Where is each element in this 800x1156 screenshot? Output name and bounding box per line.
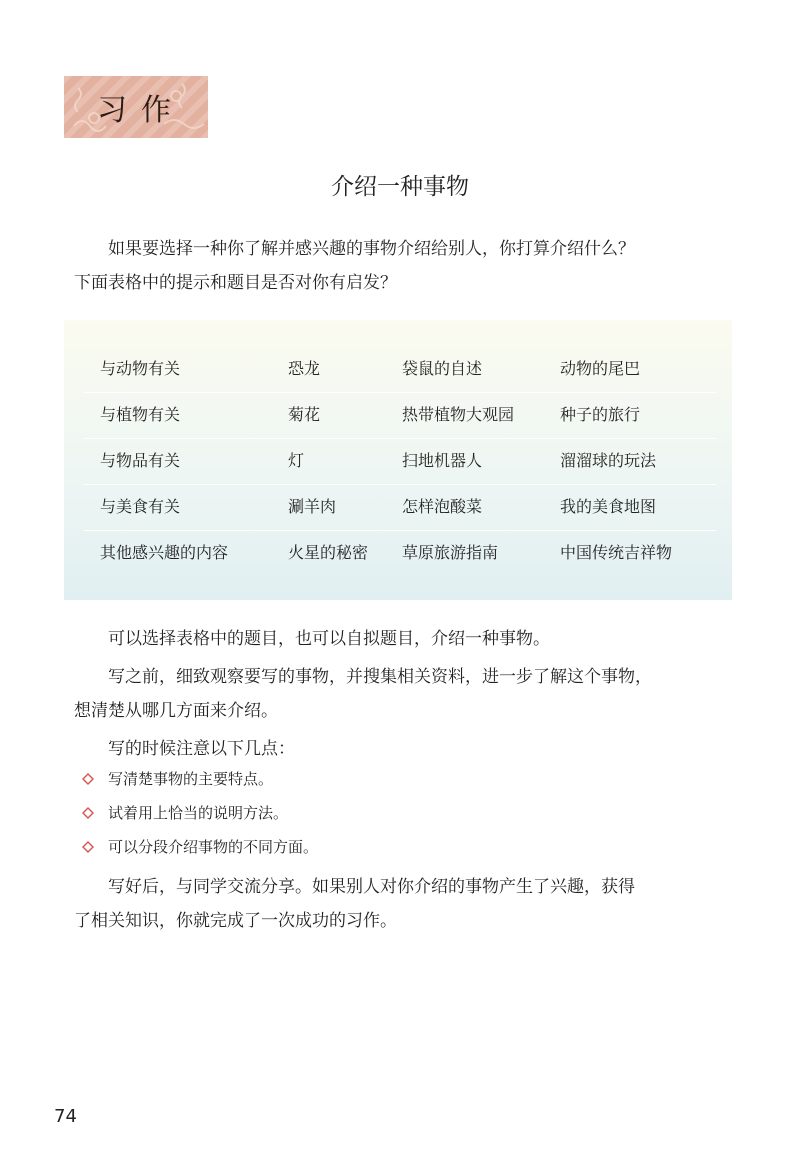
- diamond-bullet-icon: [82, 773, 94, 785]
- table-category: 与美食有关: [100, 497, 181, 516]
- table-category: 与植物有关: [100, 405, 181, 424]
- intro-line-1: 如果要选择一种你了解并感兴趣的事物介绍给别人，你打算介绍什么？: [108, 239, 635, 259]
- body-paragraph-3: 写的时候注意以下几点：: [108, 739, 295, 759]
- table-row: [84, 346, 716, 393]
- tip-text: 可以分段介绍事物的不同方面。: [108, 838, 319, 856]
- table-topic: 袋鼠的自述: [402, 359, 483, 378]
- table-topic: 恐龙: [288, 359, 321, 378]
- table-row: [84, 530, 716, 576]
- diamond-bullet-icon: [82, 807, 94, 819]
- table-category: 其他感兴趣的内容: [100, 543, 229, 562]
- diamond-bullet-icon: [82, 841, 94, 853]
- page-number: 74: [54, 1106, 77, 1127]
- topic-table: [64, 320, 732, 600]
- tip-item: [108, 800, 288, 826]
- table-category: 与物品有关: [100, 451, 181, 470]
- table-topic: 火星的秘密: [288, 543, 369, 562]
- table-topic: 涮羊肉: [288, 497, 337, 516]
- body-paragraph-4-line-1: 写好后，与同学交流分享。如果别人对你介绍的事物产生了兴趣，获得: [108, 877, 635, 897]
- tip-item: [108, 834, 318, 860]
- body-paragraph-2-line-1: 写之前，细致观察要写的事物，并搜集相关资料，进一步了解这个事物，: [108, 667, 652, 687]
- table-topic: 种子的旅行: [560, 405, 641, 424]
- lesson-title: 介绍一种事物: [331, 174, 469, 200]
- table-topic: 中国传统吉祥物: [560, 543, 673, 562]
- section-banner: [64, 76, 208, 138]
- table-topic: 怎样泡酸菜: [402, 497, 483, 516]
- table-category: 与动物有关: [100, 359, 181, 378]
- table-topic: 菊花: [288, 405, 321, 424]
- body-paragraph-2-line-2: 想清楚从哪几方面来介绍。: [74, 701, 278, 721]
- tip-text: 试着用上恰当的说明方法。: [108, 804, 289, 822]
- table-topic: 我的美食地图: [560, 497, 657, 516]
- table-topic: 动物的尾巴: [560, 359, 641, 378]
- body-paragraph-4-line-2: 了相关知识，你就完成了一次成功的习作。: [74, 911, 397, 931]
- table-topic: 扫地机器人: [402, 451, 483, 470]
- table-topic: 热带植物大观园: [402, 405, 515, 424]
- table-row: [84, 392, 716, 439]
- table-row: [84, 438, 716, 485]
- tip-text: 写清楚事物的主要特点。: [108, 770, 274, 788]
- banner-title: 习作: [97, 93, 185, 128]
- table-row: [84, 484, 716, 531]
- table-topic: 溜溜球的玩法: [560, 451, 657, 470]
- intro-line-2: 下面表格中的提示和题目是否对你有启发？: [74, 273, 397, 293]
- table-topic: 草原旅游指南: [402, 543, 499, 562]
- table-topic: 灯: [288, 451, 305, 470]
- tip-item: [108, 766, 273, 792]
- body-paragraph-1: 可以选择表格中的题目，也可以自拟题目，介绍一种事物。: [108, 629, 550, 649]
